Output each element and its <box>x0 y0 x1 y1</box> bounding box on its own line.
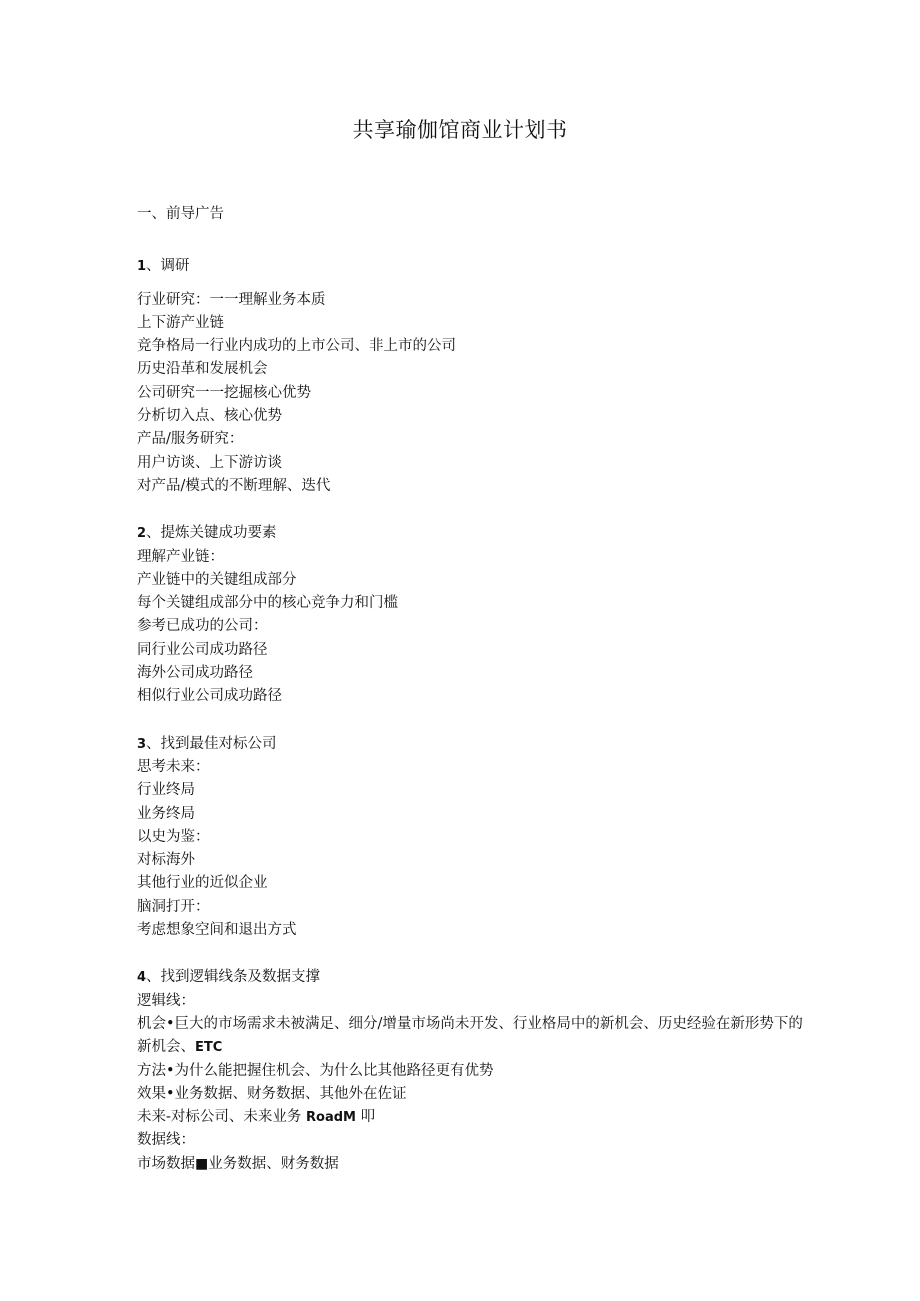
section-number: 1 <box>137 259 147 275</box>
future-latin: RoadM <box>306 1110 356 1126</box>
body-line: 思考未来： <box>137 758 210 775</box>
part-heading: 一、前导广告 <box>137 206 224 222</box>
opportunity-line <box>137 1013 817 1060</box>
body-line: 逻辑线： <box>137 992 195 1009</box>
body-line: 相似行业公司成功路径 <box>137 688 282 705</box>
section-lines <box>137 289 817 499</box>
body-line: 其他行业的近似企业 <box>137 875 268 892</box>
body-line: 参考已成功的公司： <box>137 618 268 635</box>
body-line: 同行业公司成功路径 <box>137 641 268 658</box>
opportunity-suffix: ETC <box>195 1040 223 1056</box>
section-heading-text: 、提炼关键成功要素 <box>146 525 277 542</box>
body-line: 行业终局 <box>137 782 195 799</box>
data-line <box>137 1153 817 1176</box>
body-line: 理解产业链： <box>137 548 224 565</box>
body-line: 分析切入点、核心优势 <box>137 408 282 425</box>
body-line: 业务终局 <box>137 805 195 822</box>
section-benchmark-company <box>137 733 817 943</box>
future-suffix: 叩 <box>355 1109 376 1126</box>
body-line: 数据线： <box>137 1132 195 1149</box>
section-heading-text: 、找到最佳对标公司 <box>146 735 277 752</box>
future-prefix: 未来-对标公司、未来业务 <box>137 1109 307 1126</box>
section-number: 2 <box>137 526 147 542</box>
section-heading <box>137 966 817 989</box>
body-line: 竞争格局一行业内成功的上市公司、非上市的公司 <box>137 338 456 355</box>
square-bullet-icon: ■ <box>195 1155 209 1172</box>
document-title: 共享瑜伽馆商业计划书 <box>352 118 568 142</box>
section-heading <box>137 255 817 278</box>
body-line: 用户访谈、上下游访谈 <box>137 454 282 471</box>
body-line: 公司研究一一挖掘核心优势 <box>137 384 311 401</box>
body-line: 产业链中的关键组成部分 <box>137 571 297 588</box>
section-heading <box>137 522 817 545</box>
body-line: 行业研究：一一理解业务本质 <box>137 291 326 308</box>
body-line: 历史沿革和发展机会 <box>137 361 268 378</box>
body-line: 以史为鉴： <box>137 828 210 845</box>
document-body <box>137 203 817 1176</box>
body-line: 产品/服务研究： <box>137 431 244 448</box>
body-line: 脑洞打开： <box>137 898 210 915</box>
body-line: 对产品/模式的不断理解、迭代 <box>137 477 331 494</box>
body-line: 方法•为什么能把握住机会、为什么比其他路径更有优势 <box>137 1062 494 1079</box>
body-line: 每个关键组成部分中的核心竞争力和门槛 <box>137 595 398 612</box>
section-number: 4 <box>137 970 147 986</box>
opportunity-text: 机会•巨大的市场需求未被满足、细分/增量市场尚未开发、行业格局中的新机会、历史经验在新形势下的新机会、 <box>137 1015 803 1056</box>
section-heading-text: 、调研 <box>146 258 190 275</box>
section-number: 3 <box>137 736 147 752</box>
data-suffix: 业务数据、财务数据 <box>208 1155 339 1172</box>
body-line: 海外公司成功路径 <box>137 665 253 682</box>
future-line <box>137 1106 817 1129</box>
body-line: 上下游产业链 <box>137 314 224 331</box>
section-key-success-factors <box>137 522 817 708</box>
body-line: 效果•业务数据、财务数据、其他外在佐证 <box>137 1085 407 1102</box>
section-heading-text: 、找到逻辑线条及数据支撑 <box>146 969 321 986</box>
body-line: 考虑想象空间和退出方式 <box>137 922 297 939</box>
body-line: 对标海外 <box>137 852 195 869</box>
section-logic-and-data <box>137 966 817 1176</box>
data-prefix: 市场数据 <box>137 1155 195 1172</box>
section-heading <box>137 733 817 756</box>
section-research <box>137 255 817 498</box>
